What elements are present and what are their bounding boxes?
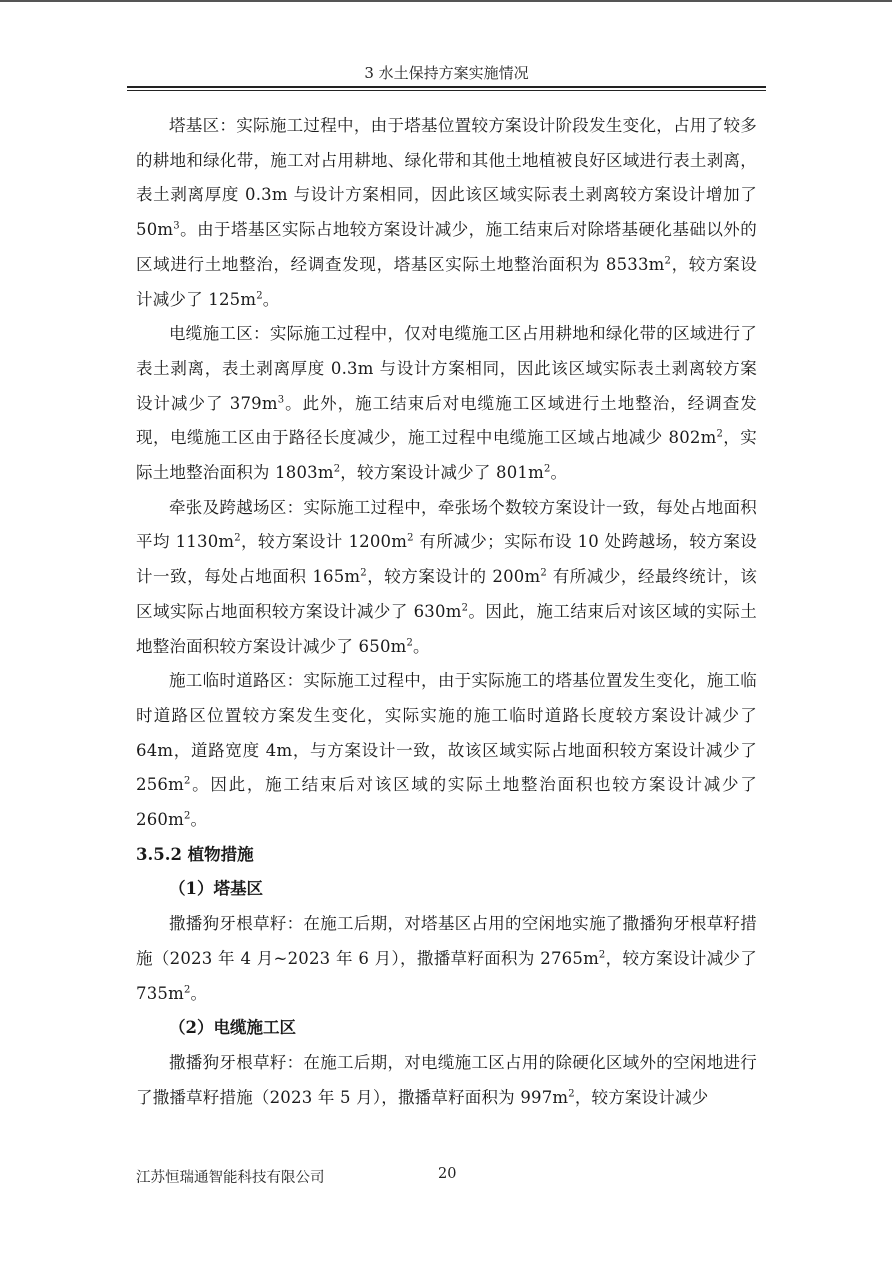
- page-number: 20: [438, 1166, 457, 1182]
- text-run: 。因此，施工结束后对该区域的实际土地整治面积较方案设计减少了 650m: [136, 601, 757, 656]
- text-run: 牵张及跨越场区：实际施工过程中，牵张场个数较方案设计一致，每处占地面积平均 1130m: [136, 497, 757, 552]
- superscript: 3: [173, 220, 180, 232]
- text-run: ，实际土地整治面积为 1803m: [136, 428, 757, 483]
- superscript: 2: [543, 463, 551, 475]
- superscript: 2: [598, 949, 606, 961]
- superscript: 2: [183, 775, 191, 787]
- superscript: 2: [407, 532, 414, 544]
- superscript: 2: [406, 637, 414, 649]
- superscript: 2: [716, 428, 723, 440]
- text-run: 有所减少，经最终统计，该区域实际占地面积较方案设计减少了 630m: [136, 567, 757, 621]
- text-run: 撒播狗牙根草籽：在施工后期，对电缆施工区占用的除硬化区域外的空闲地进行了撒播草籽措施（2023 年 5 月），撒播草籽面积为 997m: [136, 1052, 757, 1107]
- superscript: 2: [183, 810, 191, 822]
- superscript: 2: [540, 567, 547, 579]
- superscript: 2: [664, 255, 672, 267]
- text-run: 电缆施工区：实际施工过程中，仅对电缆施工区占用耕地和绿化带的区域进行了表土剥离，表土剥离厚度 0.3m 与设计方案相同，因此该区域实际表土剥离较方案设计减少了 379m: [136, 324, 757, 413]
- footer-company: 江苏恒瑞通智能科技有限公司: [136, 1170, 325, 1186]
- superscript: 2: [183, 984, 191, 996]
- superscript: 3: [277, 394, 285, 406]
- text-run: 。此外，施工结束后对电缆施工区域进行土地整治，经调查发现，电缆施工区由于路径长度减少，施工过程中电缆施工区域占地减少 802m: [136, 393, 757, 448]
- paragraph-tower-base-seeding: [136, 907, 757, 1011]
- header-rule-thick: [127, 86, 766, 88]
- text-run: ，较方案设计减少了 801m: [340, 463, 544, 483]
- text-run: 。: [190, 983, 208, 1003]
- text-run: 。: [262, 289, 280, 309]
- section-heading: 3.5.2 植物措施: [136, 844, 254, 864]
- paragraph-cable-area-seeding: [136, 1046, 757, 1115]
- text-run: ，较方案设计减少了 125m: [136, 254, 758, 309]
- text-run: 。: [550, 463, 568, 483]
- paragraph-tension-crossing-area: [136, 491, 757, 665]
- paragraph-temporary-road-area: [136, 664, 757, 838]
- text-run: 塔基区：实际施工过程中，由于塔基位置较方案设计阶段发生变化，占用了较多的耕地和绿化带，施工对占用耕地、绿化带和其他土地植被良好区域进行表土剥离，表土剥离厚度 0.3m 与设计方案相同，因此该区域实际表土剥离较方案设计增加了 50m: [136, 116, 757, 240]
- superscript: 2: [568, 1088, 575, 1100]
- superscript: 2: [461, 602, 469, 614]
- page-header: [127, 64, 766, 92]
- header-title: 3 水土保持方案实施情况: [364, 64, 529, 82]
- text-run: 。: [413, 636, 430, 656]
- text-run: 撒播狗牙根草籽：在施工后期，对塔基区占用的空闲地实施了撒播狗牙根草籽措施（2023 年 4 月~2023 年 6 月），撒播草籽面积为 2765m: [136, 914, 757, 968]
- text-run: ，较方案设计减少了 735m: [136, 948, 757, 1003]
- text-run: ，较方案设计 1200m: [240, 532, 408, 552]
- page-footer: [136, 1166, 757, 1190]
- page-body: [136, 109, 757, 1115]
- paragraph-cable-construction-area: [136, 317, 757, 491]
- text-run: 有所减少；实际布设 10 处跨越场，较方案设计一致，每处占地面积 165m: [136, 532, 757, 587]
- text-run: 。因此，施工结束后对该区域的实际土地整治面积也较方案设计减少了 260m: [136, 775, 757, 830]
- text-run: ，较方案设计减少: [574, 1087, 709, 1107]
- superscript: 2: [360, 567, 367, 579]
- subsection-heading-tower-base: （1）塔基区: [169, 879, 263, 899]
- superscript: 2: [234, 532, 241, 544]
- text-run: ，较方案设计的 200m: [366, 567, 541, 587]
- text-run: 。由于塔基区实际占地较方案设计减少，施工结束后对除塔基硬化基础以外的区域进行土地整治，经调查发现，塔基区实际土地整治面积为 8533m: [136, 220, 757, 274]
- superscript: 2: [256, 290, 263, 302]
- superscript: 2: [333, 463, 341, 475]
- text-run: 施工临时道路区：实际施工过程中，由于实际施工的塔基位置发生变化，施工临时道路区位置较方案发生变化，实际实施的施工临时道路长度较方案设计减少了 64m，道路宽度 4m，与方案设计一致，故该区域实际占地面积较方案设计减少了 256m: [136, 671, 757, 795]
- header-rule-thin: [127, 90, 766, 91]
- page-top-border: [0, 0, 892, 2]
- text-run: 。: [190, 810, 208, 830]
- paragraph-tower-base-area: [136, 109, 757, 317]
- subsection-heading-cable-area: （2）电缆施工区: [169, 1018, 296, 1038]
